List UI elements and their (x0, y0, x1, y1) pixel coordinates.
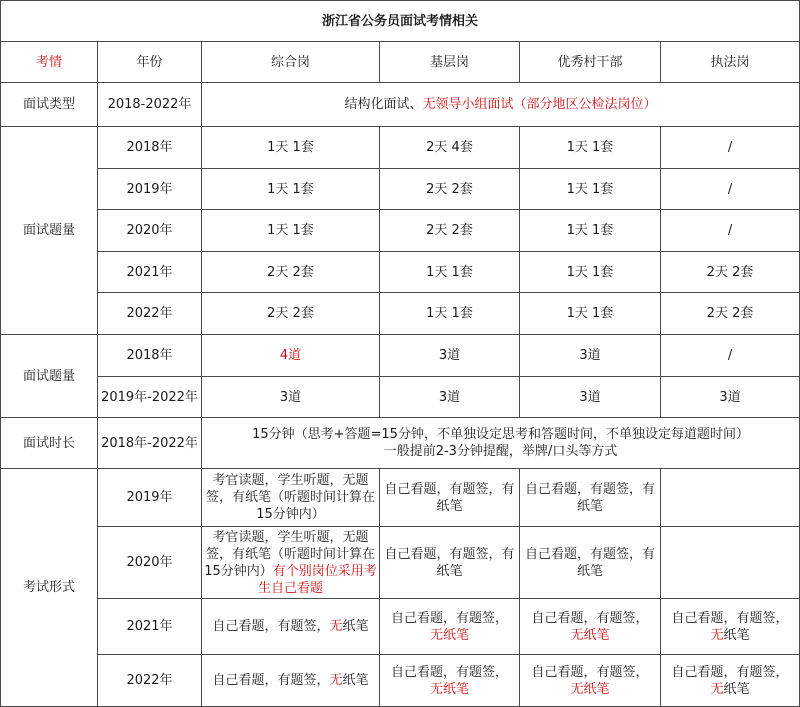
questions-cell: 3道 (520, 377, 661, 418)
table-row (1, 293, 800, 335)
sets-cell: / (661, 169, 800, 210)
sets-cell: 2天 2套 (661, 252, 800, 293)
interview-type-row (1, 83, 800, 127)
format-zonghe-2021 (202, 599, 380, 655)
format-zhifa-2022 (661, 655, 800, 707)
table-row (1, 127, 800, 169)
table-title: 浙江省公务员面试考情相关 (1, 1, 800, 42)
sets-cell: / (661, 210, 800, 252)
format-jiceng-2021 (380, 599, 520, 655)
duration-line-2: 一般提前2-3分钟提醒，举牌/口头等方式 (383, 444, 618, 459)
duration-year: 2018年-2022年 (98, 418, 202, 469)
questions-year: 2018年 (98, 335, 202, 377)
table-row (1, 655, 800, 707)
format-text-red: 无纸笔 (570, 681, 610, 697)
duration-row (1, 418, 800, 469)
format-text: 纸笔 (723, 627, 750, 643)
format-text-red: 无 (329, 673, 343, 688)
format-text: 自己看题，有题签， (671, 610, 789, 626)
table-row (1, 599, 800, 655)
sets-cell: 2天 2套 (380, 210, 520, 252)
sets-cell: / (661, 127, 800, 169)
sets-cell: 1天 1套 (520, 169, 661, 210)
questions-cell: 4道 (202, 335, 380, 377)
header-year: 年份 (98, 42, 202, 83)
format-cunganbu-2020: 自己看题，有题签，有纸笔 (520, 527, 661, 599)
table-row (1, 527, 800, 599)
sets-year: 2022年 (98, 293, 202, 335)
sets-year: 2018年 (98, 127, 202, 169)
questions-label: 面试题量 (1, 335, 98, 418)
header-kaoqing: 考情 (1, 42, 98, 83)
format-text: 自己看题，有题签， (531, 664, 649, 680)
sets-cell: 2天 2套 (202, 252, 380, 293)
format-zhifa-2019 (661, 469, 800, 527)
format-text: 纸笔 (342, 673, 369, 688)
header-row (1, 42, 800, 83)
questions-cell: / (661, 335, 800, 377)
format-text: 纸笔 (342, 619, 369, 634)
format-text: 自己看题，有题签， (212, 619, 330, 634)
duration-line-1: 15分钟（思考+答题=15分钟，不单独设定思考和答题时间，不单独设定每道题时间） (252, 427, 749, 442)
sets-cell: 2天 4套 (380, 127, 520, 169)
sets-cell: 1天 1套 (202, 210, 380, 252)
sets-label: 面试题量 (1, 127, 98, 335)
format-zonghe-2020-normal: 考官读题，学生听题，无题签，有纸笔（听题时间计算在15分钟内） (204, 529, 375, 579)
format-label: 考试形式 (1, 469, 98, 707)
table-row (1, 252, 800, 293)
table-row (1, 377, 800, 418)
sets-cell: 1天 1套 (520, 293, 661, 335)
format-text: 自己看题，有题签， (390, 664, 508, 680)
header-jiceng: 基层岗 (380, 42, 520, 83)
format-zonghe-2020 (202, 527, 380, 599)
table-row (1, 210, 800, 252)
format-year: 2022年 (98, 655, 202, 707)
questions-cell: 3道 (380, 377, 520, 418)
sets-cell: 2天 2套 (661, 293, 800, 335)
duration-value (202, 418, 800, 469)
format-zonghe-2020-red: 有个别岗位采用考生自己看题 (257, 563, 377, 596)
sets-cell: 2天 2套 (380, 169, 520, 210)
sets-cell: 1天 1套 (520, 252, 661, 293)
format-zhifa-2020 (661, 527, 800, 599)
questions-cell: 3道 (520, 335, 661, 377)
header-zonghe: 综合岗 (202, 42, 380, 83)
format-zonghe-2019: 考官读题，学生听题，无题签，有纸笔（听题时间计算在15分钟内） (202, 469, 380, 527)
format-text-red: 无纸笔 (429, 627, 469, 643)
format-cunganbu-2021 (520, 599, 661, 655)
sets-year: 2019年 (98, 169, 202, 210)
format-text-red: 无 (710, 681, 724, 697)
format-zonghe-2022 (202, 655, 380, 707)
interview-type-label: 面试类型 (1, 83, 98, 127)
sets-cell: 1天 1套 (202, 169, 380, 210)
interview-type-value (202, 83, 800, 127)
sets-cell: 2天 2套 (202, 293, 380, 335)
sets-cell: 1天 1套 (380, 293, 520, 335)
format-text-red: 无 (710, 627, 724, 643)
header-zhifa: 执法岗 (661, 42, 800, 83)
sets-cell: 1天 1套 (202, 127, 380, 169)
format-text-red: 无 (329, 619, 343, 634)
questions-cell: 3道 (202, 377, 380, 418)
questions-cell: 3道 (380, 335, 520, 377)
questions-year: 2019年-2022年 (98, 377, 202, 418)
format-jiceng-2022 (380, 655, 520, 707)
interview-type-year: 2018-2022年 (98, 83, 202, 127)
duration-label: 面试时长 (1, 418, 98, 469)
table-row (1, 335, 800, 377)
format-text: 自己看题，有题签， (531, 610, 649, 626)
format-cunganbu-2019: 自己看题，有题签，有纸笔 (520, 469, 661, 527)
sets-cell: 1天 1套 (520, 210, 661, 252)
format-cunganbu-2022 (520, 655, 661, 707)
format-text: 自己看题，有题签， (671, 664, 789, 680)
format-jiceng-2020: 自己看题，有题签，有纸笔 (380, 527, 520, 599)
questions-cell: 3道 (661, 377, 800, 418)
format-year: 2020年 (98, 527, 202, 599)
sets-year: 2020年 (98, 210, 202, 252)
format-text: 自己看题，有题签， (390, 610, 508, 626)
table-row (1, 169, 800, 210)
format-year: 2019年 (98, 469, 202, 527)
format-jiceng-2019: 自己看题，有题签，有纸笔 (380, 469, 520, 527)
format-year: 2021年 (98, 599, 202, 655)
header-cunganbu: 优秀村干部 (520, 42, 661, 83)
interview-type-red: 无领导小组面试（部分地区公检法岗位） (422, 97, 657, 112)
format-text-red: 无纸笔 (429, 681, 469, 697)
sets-year: 2021年 (98, 252, 202, 293)
format-text: 纸笔 (723, 681, 750, 697)
format-zhifa-2021 (661, 599, 800, 655)
interview-type-normal: 结构化面试、 (344, 97, 423, 112)
sets-cell: 1天 1套 (520, 127, 661, 169)
table-row (1, 469, 800, 527)
format-text: 自己看题，有题签， (212, 673, 330, 688)
sets-cell: 1天 1套 (380, 252, 520, 293)
format-text-red: 无纸笔 (570, 627, 610, 643)
